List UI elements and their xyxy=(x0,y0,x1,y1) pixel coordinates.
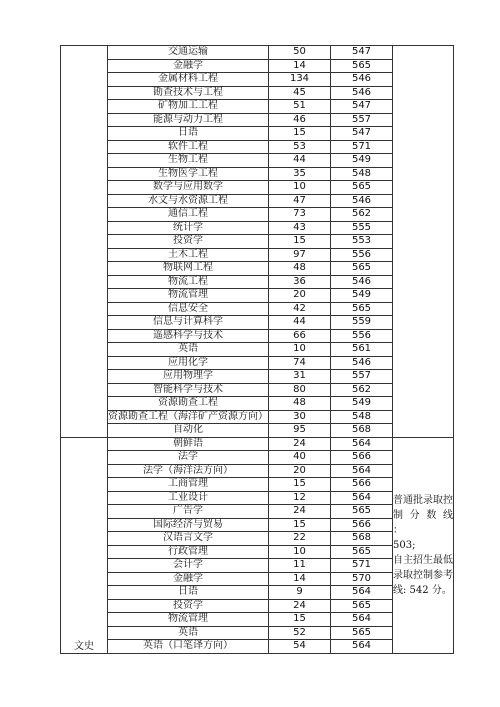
major-cell: 金融学 xyxy=(108,59,269,73)
note-line: 自主招生最低 xyxy=(393,554,453,566)
major-cell: 金融学 xyxy=(108,572,269,586)
major-cell: 能源与动力工程 xyxy=(108,113,269,127)
enrollment-count-cell: 30 xyxy=(269,410,331,424)
major-cell: 统计学 xyxy=(108,221,269,235)
enrollment-count-cell: 14 xyxy=(269,59,331,73)
min-score-cell: 546 xyxy=(331,275,393,289)
min-score-cell: 557 xyxy=(331,370,393,384)
min-score-cell: 546 xyxy=(331,194,393,208)
min-score-cell: 565 xyxy=(331,626,393,640)
major-cell: 广告学 xyxy=(108,505,269,519)
major-cell: 矿物加工工程 xyxy=(108,100,269,114)
enrollment-count-cell: 74 xyxy=(269,356,331,370)
enrollment-count-cell: 10 xyxy=(269,545,331,559)
enrollment-count-cell: 15 xyxy=(269,127,331,141)
enrollment-count-cell: 44 xyxy=(269,316,331,330)
major-cell: 投资学 xyxy=(108,235,269,249)
enrollment-count-cell: 14 xyxy=(269,572,331,586)
major-cell: 遥感科学与技术 xyxy=(108,329,269,343)
min-score-cell: 564 xyxy=(331,640,393,654)
note-cell xyxy=(393,46,454,438)
category-cell-arts: 文史 xyxy=(61,437,108,653)
min-score-cell: 547 xyxy=(331,100,393,114)
major-cell: 英语（口笔译方向） xyxy=(108,640,269,654)
enrollment-count-cell: 53 xyxy=(269,140,331,154)
major-cell: 行政管理 xyxy=(108,545,269,559)
min-score-cell: 568 xyxy=(331,532,393,546)
enrollment-count-cell: 15 xyxy=(269,235,331,249)
enrollment-count-cell: 31 xyxy=(269,370,331,384)
major-cell: 工商管理 xyxy=(108,478,269,492)
enrollment-count-cell: 48 xyxy=(269,262,331,276)
enrollment-count-cell: 66 xyxy=(269,329,331,343)
enrollment-count-cell: 9 xyxy=(269,586,331,600)
min-score-cell: 556 xyxy=(331,248,393,262)
major-cell: 法学 xyxy=(108,451,269,465)
min-score-cell: 549 xyxy=(331,154,393,168)
min-score-cell: 564 xyxy=(331,613,393,627)
major-cell: 土木工程 xyxy=(108,248,269,262)
category-cell xyxy=(61,46,108,438)
enrollment-count-cell: 24 xyxy=(269,505,331,519)
enrollment-count-cell: 43 xyxy=(269,221,331,235)
enrollment-count-cell: 54 xyxy=(269,640,331,654)
table-row xyxy=(61,437,454,451)
major-cell: 数学与应用数学 xyxy=(108,181,269,195)
major-cell: 日语 xyxy=(108,586,269,600)
table-row xyxy=(61,46,454,60)
enrollment-count-cell: 22 xyxy=(269,532,331,546)
min-score-cell: 548 xyxy=(331,167,393,181)
enrollment-count-cell: 40 xyxy=(269,451,331,465)
enrollment-count-cell: 97 xyxy=(269,248,331,262)
min-score-cell: 565 xyxy=(331,262,393,276)
note-line: 线: 542 分。 xyxy=(393,584,452,596)
major-cell: 国际经济与贸易 xyxy=(108,518,269,532)
enrollment-count-cell: 45 xyxy=(269,86,331,100)
major-cell: 汉语言文学 xyxy=(108,532,269,546)
major-cell: 自动化 xyxy=(108,424,269,438)
min-score-cell: 564 xyxy=(331,464,393,478)
min-score-cell: 562 xyxy=(331,208,393,222)
major-cell: 信息安全 xyxy=(108,302,269,316)
major-cell: 资源勘查工程 xyxy=(108,397,269,411)
enrollment-count-cell: 46 xyxy=(269,113,331,127)
admission-score-table xyxy=(60,45,454,654)
min-score-cell: 546 xyxy=(331,73,393,87)
major-cell: 生物工程 xyxy=(108,154,269,168)
min-score-cell: 565 xyxy=(331,599,393,613)
enrollment-count-cell: 48 xyxy=(269,397,331,411)
min-score-cell: 566 xyxy=(331,478,393,492)
enrollment-count-cell: 20 xyxy=(269,464,331,478)
major-cell: 水文与水资源工程 xyxy=(108,194,269,208)
major-cell: 投资学 xyxy=(108,599,269,613)
min-score-cell: 555 xyxy=(331,221,393,235)
min-score-cell: 568 xyxy=(331,424,393,438)
enrollment-count-cell: 73 xyxy=(269,208,331,222)
min-score-cell: 571 xyxy=(331,559,393,573)
enrollment-count-cell: 10 xyxy=(269,343,331,357)
enrollment-count-cell: 20 xyxy=(269,289,331,303)
enrollment-count-cell: 24 xyxy=(269,437,331,451)
major-cell: 资源勘查工程（海洋矿产资源方向） xyxy=(108,410,268,422)
min-score-cell: 546 xyxy=(331,356,393,370)
enrollment-count-cell: 134 xyxy=(269,73,331,87)
min-score-cell: 565 xyxy=(331,545,393,559)
major-cell: 通信工程 xyxy=(108,208,269,222)
enrollment-count-cell: 36 xyxy=(269,275,331,289)
major-cell: 交通运输 xyxy=(108,46,269,60)
major-cell: 英语 xyxy=(108,343,269,357)
major-cell: 应用物理学 xyxy=(108,370,269,384)
min-score-cell: 559 xyxy=(331,316,393,330)
enrollment-count-cell: 52 xyxy=(269,626,331,640)
min-score-cell: 549 xyxy=(331,397,393,411)
note-line: 制 分 数 线 ： xyxy=(393,509,453,536)
min-score-cell: 556 xyxy=(331,329,393,343)
enrollment-count-cell: 15 xyxy=(269,613,331,627)
major-cell: 工业设计 xyxy=(108,491,269,505)
arts-note-cell xyxy=(393,437,454,653)
min-score-cell: 565 xyxy=(331,181,393,195)
enrollment-count-cell: 50 xyxy=(269,46,331,60)
major-cell: 勘查技术与工程 xyxy=(108,86,269,100)
min-score-cell: 570 xyxy=(331,572,393,586)
major-cell: 软件工程 xyxy=(108,140,269,154)
enrollment-count-cell: 15 xyxy=(269,478,331,492)
min-score-cell: 547 xyxy=(331,127,393,141)
min-score-cell: 565 xyxy=(331,59,393,73)
min-score-cell: 562 xyxy=(331,383,393,397)
enrollment-count-cell: 80 xyxy=(269,383,331,397)
admission-note-text xyxy=(393,493,453,598)
min-score-cell: 566 xyxy=(331,451,393,465)
enrollment-count-cell: 95 xyxy=(269,424,331,438)
enrollment-count-cell: 11 xyxy=(269,559,331,573)
note-line: 普通批录取控 xyxy=(393,494,453,506)
major-cell: 物流工程 xyxy=(108,275,269,289)
min-score-cell: 547 xyxy=(331,46,393,60)
major-cell: 物联网工程 xyxy=(108,262,269,276)
enrollment-count-cell: 24 xyxy=(269,599,331,613)
min-score-cell: 553 xyxy=(331,235,393,249)
min-score-cell: 565 xyxy=(331,302,393,316)
note-line: 录取控制参考 xyxy=(393,569,453,581)
major-cell: 信息与计算科学 xyxy=(108,316,269,330)
note-line: 503; xyxy=(393,539,416,551)
major-cell: 金属材料工程 xyxy=(108,73,269,87)
major-cell: 朝鲜语 xyxy=(108,437,269,451)
min-score-cell: 564 xyxy=(331,491,393,505)
major-cell: 应用化学 xyxy=(108,356,269,370)
min-score-cell: 564 xyxy=(331,437,393,451)
enrollment-count-cell: 42 xyxy=(269,302,331,316)
enrollment-count-cell: 51 xyxy=(269,100,331,114)
enrollment-count-cell: 44 xyxy=(269,154,331,168)
min-score-cell: 549 xyxy=(331,289,393,303)
enrollment-count-cell: 10 xyxy=(269,181,331,195)
major-cell: 物流管理 xyxy=(108,289,269,303)
enrollment-count-cell: 12 xyxy=(269,491,331,505)
major-cell: 物流管理 xyxy=(108,613,269,627)
min-score-cell: 571 xyxy=(331,140,393,154)
enrollment-count-cell: 15 xyxy=(269,518,331,532)
min-score-cell: 548 xyxy=(331,410,393,424)
enrollment-count-cell: 47 xyxy=(269,194,331,208)
major-cell: 英语 xyxy=(108,626,269,640)
min-score-cell: 546 xyxy=(331,86,393,100)
min-score-cell: 565 xyxy=(331,505,393,519)
major-cell: 智能科学与技术 xyxy=(108,383,269,397)
min-score-cell: 557 xyxy=(331,113,393,127)
min-score-cell: 564 xyxy=(331,586,393,600)
enrollment-count-cell: 35 xyxy=(269,167,331,181)
major-cell: 法学（海洋法方向） xyxy=(108,464,269,478)
major-cell: 生物医学工程 xyxy=(108,167,269,181)
major-cell: 日语 xyxy=(108,127,269,141)
min-score-cell: 561 xyxy=(331,343,393,357)
min-score-cell: 566 xyxy=(331,518,393,532)
major-cell: 会计学 xyxy=(108,559,269,573)
